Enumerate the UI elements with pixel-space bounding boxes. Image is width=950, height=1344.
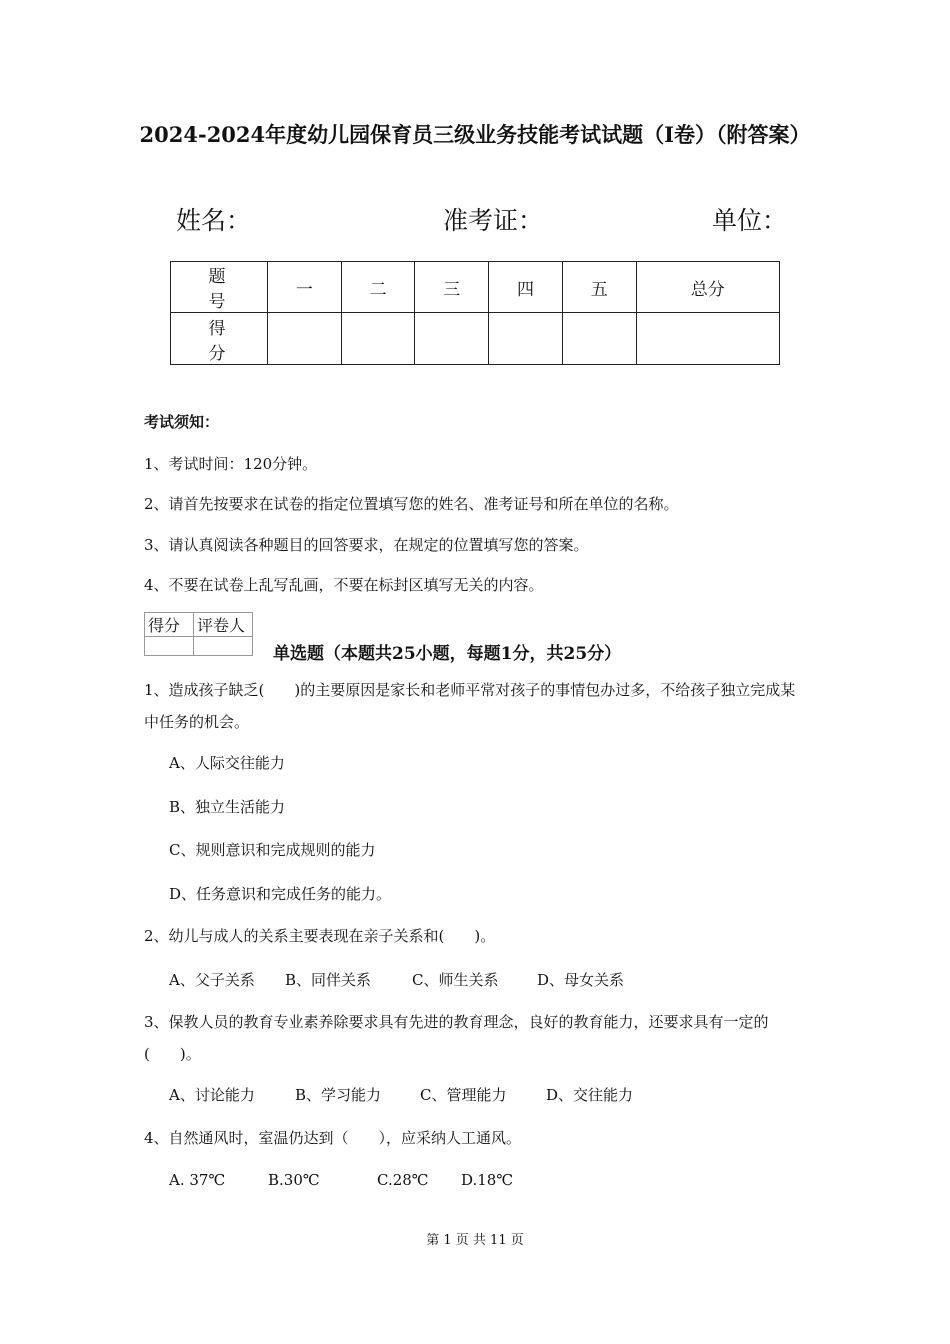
score-table: [170, 261, 780, 365]
score-entry-cell[interactable]: [489, 313, 563, 365]
score-table-cell: 一: [268, 262, 342, 313]
section-title: 单选题（本题共25小题，每题1分，共25分）: [273, 644, 622, 664]
score-row-label: 得 分: [171, 313, 268, 365]
score-entry-cell[interactable]: [341, 313, 415, 365]
name-label: 姓名：: [176, 206, 252, 235]
grader-box: [144, 612, 253, 656]
answer-option[interactable]: C、规则意识和完成规则的能力: [169, 841, 376, 859]
score-entry-cell[interactable]: [268, 313, 342, 365]
score-table-cell: 总分: [636, 262, 779, 313]
notice-item: 4、不要在试卷上乱写乱画，不要在标封区填写无关的内容。: [144, 576, 544, 594]
answer-option[interactable]: A、父子关系: [169, 971, 255, 989]
score-entry-cell[interactable]: [636, 313, 779, 365]
answer-option[interactable]: A、讨论能力: [169, 1086, 255, 1104]
answer-option[interactable]: D、母女关系: [537, 971, 625, 989]
answer-option[interactable]: D、任务意识和完成任务的能力。: [169, 885, 392, 903]
score-table-cell: 四: [489, 262, 563, 313]
question-stem: 3、保教人员的教育专业素养除要求具有先进的教育理念，良好的教育能力，还要求具有一定的( )。: [144, 1013, 769, 1063]
score-table-cell: 五: [562, 262, 636, 313]
score-table-cell: 二: [341, 262, 415, 313]
notice-item: 1、考试时间：120分钟。: [144, 455, 318, 473]
candidate-info-row: [0, 201, 950, 241]
score-table-cell: 三: [415, 262, 489, 313]
answer-option[interactable]: A、人际交往能力: [169, 754, 285, 772]
unit-label: 单位：: [712, 206, 788, 235]
answer-option[interactable]: C.28℃: [377, 1171, 429, 1189]
grader-box-score-cell[interactable]: [145, 637, 194, 656]
answer-option[interactable]: D.18℃: [461, 1171, 514, 1189]
question-stem: 1、造成孩子缺乏( )的主要原因是家长和老师平常对孩子的事情包办过多，不给孩子独立完成某中任务的机会。: [144, 681, 796, 731]
score-entry-cell[interactable]: [562, 313, 636, 365]
grader-box-score-label: 得分: [145, 613, 194, 637]
answer-option[interactable]: B.30℃: [268, 1171, 320, 1189]
question-stem: 2、幼儿与成人的关系主要表现在亲子关系和( )。: [144, 927, 496, 945]
notice-item: 3、请认真阅读各种题目的回答要求，在规定的位置填写您的答案。: [144, 536, 589, 554]
answer-option[interactable]: C、管理能力: [420, 1086, 507, 1104]
answer-option[interactable]: B、同伴关系: [285, 971, 372, 989]
answer-option[interactable]: A. 37℃: [169, 1171, 226, 1189]
answer-option[interactable]: B、独立生活能力: [169, 798, 286, 816]
score-table-score-row: [171, 313, 780, 365]
question-stem: 4、自然通风时，室温仍达到（ ），应采纳人工通风。: [144, 1129, 522, 1147]
grader-box-grader-cell[interactable]: [194, 637, 253, 656]
score-table-header-row: [171, 262, 780, 313]
score-table-cell: 题 号: [171, 262, 268, 313]
page-footer: 第 1 页 共 11 页: [426, 1233, 524, 1248]
answer-option[interactable]: B、学习能力: [295, 1086, 382, 1104]
notice-title: 考试须知：: [144, 413, 220, 431]
score-entry-cell[interactable]: [415, 313, 489, 365]
notice-item: 2、请首先按要求在试卷的指定位置填写您的姓名、准考证号和所在单位的名称。: [144, 495, 679, 513]
answer-option[interactable]: D、交往能力: [546, 1086, 634, 1104]
answer-option[interactable]: C、师生关系: [412, 971, 499, 989]
exam-title: 2024-2024年度幼儿园保育员三级业务技能考试试题（I卷）（附答案）: [139, 122, 811, 147]
exam-number-label: 准考证：: [443, 206, 544, 235]
grader-box-grader-label: 评卷人: [194, 613, 253, 637]
